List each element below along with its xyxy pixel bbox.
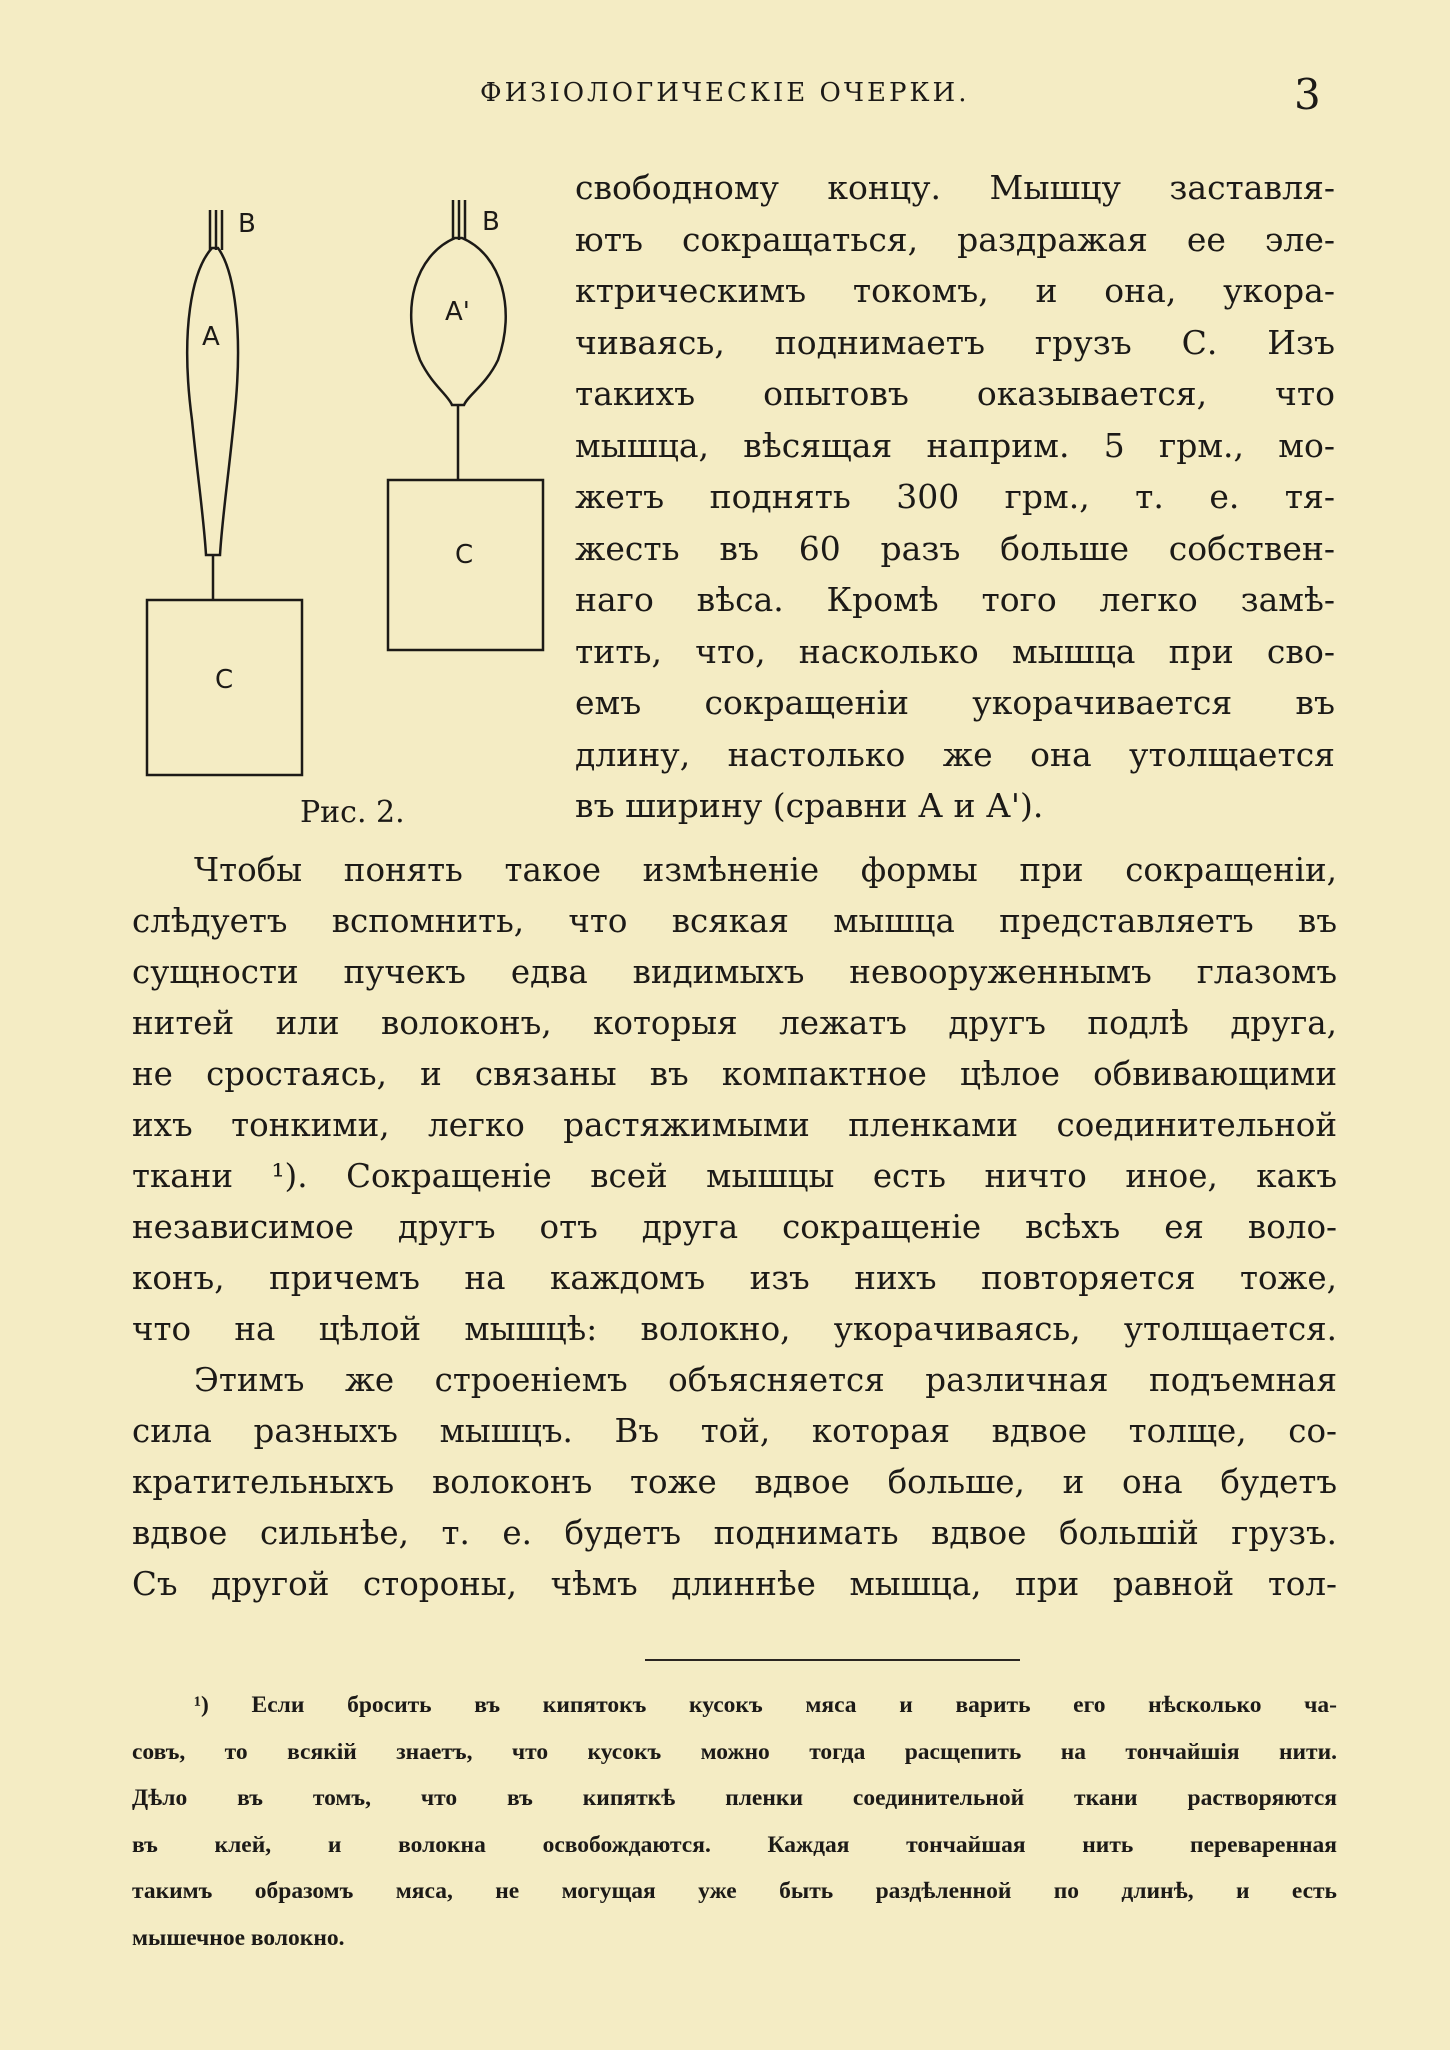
muscle-diagram [120, 160, 560, 800]
text-line: вдвое сильнѣе, т. е. будетъ поднимать вдвое большій грузъ. [132, 1514, 1337, 1552]
text-line: ихъ тонкими, легко растяжимыми пленками соединительной [132, 1106, 1337, 1144]
text-line: ктрическимъ токомъ, и она, укора- [575, 271, 1335, 310]
text-line: не сростаясь, и связаны въ компактное цѣлое обвивающими [132, 1055, 1337, 1093]
text-line: ютъ сокращаться, раздражая ее эле- [575, 219, 1335, 259]
text-line: тить, что, насколько мышца при сво- [575, 631, 1335, 671]
text-line: жесть въ 60 разъ больше собствен- [575, 528, 1335, 568]
text-line: сущности пучекъ едва видимыхъ невооруженнымъ глазомъ [132, 953, 1337, 991]
footnote [132, 1682, 1337, 1961]
footnote-line: Дѣло въ томъ, что въ кипяткѣ пленки соединительной ткани растворяются [132, 1785, 1337, 1811]
muscle-figure [120, 160, 560, 840]
text-line: жетъ поднять 300 грм., т. е. тя- [575, 477, 1335, 516]
text-line: въ ширину (сравни А и А'). [575, 786, 1044, 825]
text-line: такихъ опытовъ оказывается, что [575, 374, 1335, 413]
wrap-text-block [575, 162, 1335, 832]
footnote-line: мышечное волокно. [132, 1924, 345, 1951]
label-c-left: C [215, 665, 234, 695]
footnote-rule [645, 1659, 1020, 1661]
text-line: чиваясь, поднимаетъ грузъ С. Изъ [575, 322, 1335, 362]
figure-caption: Рис. 2. [300, 795, 405, 830]
label-b-right: B [482, 207, 500, 237]
label-b-left: B [238, 209, 256, 239]
footnote-line: такимъ образомъ мяса, не могущая уже быть раздѣленной по длинѣ, и есть [132, 1878, 1337, 1904]
text-line: независимое другъ отъ друга сокращеніе всѣхъ ея воло- [132, 1208, 1337, 1246]
footnote-line: ¹) Если бросить въ кипятокъ кусокъ мяса и варить его нѣсколько ча- [194, 1692, 1337, 1718]
contracted-muscle [388, 200, 543, 650]
running-head: ФИЗІОЛОГИЧЕСКІЕ ОЧЕРКИ. [480, 78, 970, 108]
text-line: емъ сокращеніи укорачивается въ [575, 683, 1335, 722]
paragraph-2 [132, 1355, 1337, 1610]
text-line: Чтобы понять такое измѣненіе формы при сокращеніи, [194, 851, 1337, 889]
label-a-right: A' [445, 297, 470, 327]
text-line: наго вѣса. Кромѣ того легко замѣ- [575, 580, 1335, 619]
text-line: длину, настолько же она утолщается [575, 734, 1335, 774]
text-line: свободному концу. Мышцу заставля- [575, 168, 1335, 207]
text-line: слѣдуетъ вспомнить, что всякая мышца представляетъ въ [132, 902, 1337, 940]
label-a-left: A [202, 322, 220, 352]
label-c-right: C [455, 540, 474, 570]
paragraph-1 [132, 845, 1337, 1355]
page-header [0, 70, 1450, 128]
text-line: Съ другой стороны, чѣмъ длиннѣе мышца, при равной тол- [132, 1565, 1337, 1603]
text-line: сила разныхъ мышцъ. Въ той, которая вдвое толще, со- [132, 1412, 1337, 1450]
footnote-line: въ клей, и волокна освобождаются. Каждая тончайшая нить переваренная [132, 1831, 1337, 1858]
text-line: кратительныхъ волоконъ тоже вдвое больше, и она будетъ [132, 1463, 1337, 1501]
footnote-line: совъ, то всякій знаетъ, что кусокъ можно тогда расщепить на тончайшія нити. [132, 1738, 1337, 1765]
text-line: ткани ¹). Сокращеніе всей мышцы есть ничто иное, какъ [132, 1157, 1337, 1195]
text-line: Этимъ же строеніемъ объясняется различная подъемная [194, 1361, 1337, 1399]
text-line: нитей или волоконъ, которыя лежатъ другъ подлѣ друга, [132, 1004, 1337, 1042]
page-number: 3 [1294, 70, 1321, 119]
text-line: что на цѣлой мышцѣ: волокно, укорачиваясь, утолщается. [132, 1310, 1337, 1348]
text-line: конъ, причемъ на каждомъ изъ нихъ повторяется тоже, [132, 1259, 1337, 1297]
text-line: мышца, вѣсящая наприм. 5 грм., мо- [575, 425, 1335, 465]
body-text [132, 845, 1337, 1610]
